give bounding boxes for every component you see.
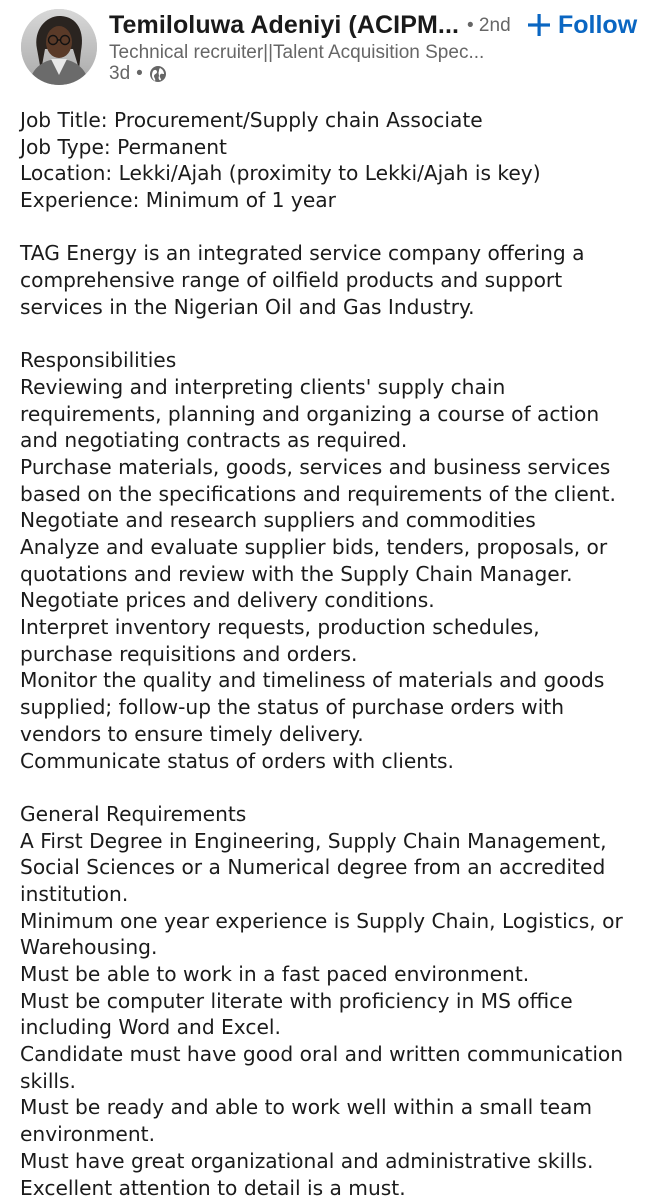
follow-label: Follow xyxy=(558,11,637,40)
follow-button[interactable] xyxy=(526,8,637,42)
post-body-line: TAG Energy is an integrated service company offering a xyxy=(20,240,660,267)
post-body-line: quotations and review with the Supply Chain Manager. xyxy=(20,561,660,588)
post-body-line xyxy=(20,321,660,348)
post-body-line: Job Title: Procurement/Supply chain Associate xyxy=(20,107,660,134)
author-headline: Technical recruiter||Talent Acquisition Spec... xyxy=(109,41,484,65)
post-body-line: Monitor the quality and timeliness of materials and goods xyxy=(20,667,660,694)
post-body-line: Social Sciences or a Numerical degree from an accredited xyxy=(20,854,660,881)
author-name[interactable]: Temiloluwa Adeniyi (ACIPM... xyxy=(109,9,459,41)
post-body-line: Negotiate prices and delivery conditions. xyxy=(20,587,660,614)
post-body xyxy=(20,107,660,1201)
post-body-line: Responsibilities xyxy=(20,347,660,374)
post-body-line: Communicate status of orders with clients. xyxy=(20,748,660,775)
globe-icon xyxy=(149,65,167,83)
post-body-line: General Requirements xyxy=(20,801,660,828)
post-body-line: supplied; follow-up the status of purchase orders with xyxy=(20,694,660,721)
post-body-line: and negotiating contracts as required. xyxy=(20,427,660,454)
post-meta xyxy=(109,62,167,86)
post-body-line xyxy=(20,774,660,801)
post-body-line: institution. xyxy=(20,881,660,908)
post-body-line: vendors to ensure timely delivery. xyxy=(20,721,660,748)
post-body-line: Excellent attention to detail is a must. xyxy=(20,1175,660,1201)
post-body-line: skills. xyxy=(20,1068,660,1095)
post-body-line: purchase requisitions and orders. xyxy=(20,641,660,668)
post-body-line xyxy=(20,214,660,241)
post-body-line: Must be ready and able to work well within a small team xyxy=(20,1094,660,1121)
post-body-line: A First Degree in Engineering, Supply Chain Management, xyxy=(20,828,660,855)
post-body-line: Minimum one year experience is Supply Chain, Logistics, or xyxy=(20,908,660,935)
post-body-line: Location: Lekki/Ajah (proximity to Lekki/Ajah is key) xyxy=(20,160,660,187)
post-body-line: Interpret inventory requests, production schedules, xyxy=(20,614,660,641)
meta-separator: • xyxy=(136,63,143,85)
post-body-line: Must be computer literate with proficiency in MS office xyxy=(20,988,660,1015)
connection-degree: • 2nd xyxy=(467,13,511,39)
post-body-line: Negotiate and research suppliers and commodities xyxy=(20,507,660,534)
post-body-line: Warehousing. xyxy=(20,934,660,961)
post-body-line: Purchase materials, goods, services and business services xyxy=(20,454,660,481)
post-body-line: including Word and Excel. xyxy=(20,1014,660,1041)
post-body-line: Must have great organizational and administrative skills. xyxy=(20,1148,660,1175)
post-body-line: Candidate must have good oral and written communication xyxy=(20,1041,660,1068)
post-body-line: services in the Nigerian Oil and Gas Industry. xyxy=(20,294,660,321)
avatar[interactable] xyxy=(21,9,97,85)
post-body-line: Must be able to work in a fast paced environment. xyxy=(20,961,660,988)
post-body-line: based on the specifications and requirements of the client. xyxy=(20,481,660,508)
post-time: 3d xyxy=(109,63,130,85)
post-body-line: environment. xyxy=(20,1121,660,1148)
post-body-line: Reviewing and interpreting clients' supply chain xyxy=(20,374,660,401)
plus-icon xyxy=(526,12,552,38)
post-body-line: Analyze and evaluate supplier bids, tenders, proposals, or xyxy=(20,534,660,561)
post-body-line: Experience: Minimum of 1 year xyxy=(20,187,660,214)
post-header xyxy=(0,0,663,96)
post-body-line: comprehensive range of oilfield products and support xyxy=(20,267,660,294)
post-body-line: requirements, planning and organizing a course of action xyxy=(20,401,660,428)
post-body-line: Job Type: Permanent xyxy=(20,134,660,161)
